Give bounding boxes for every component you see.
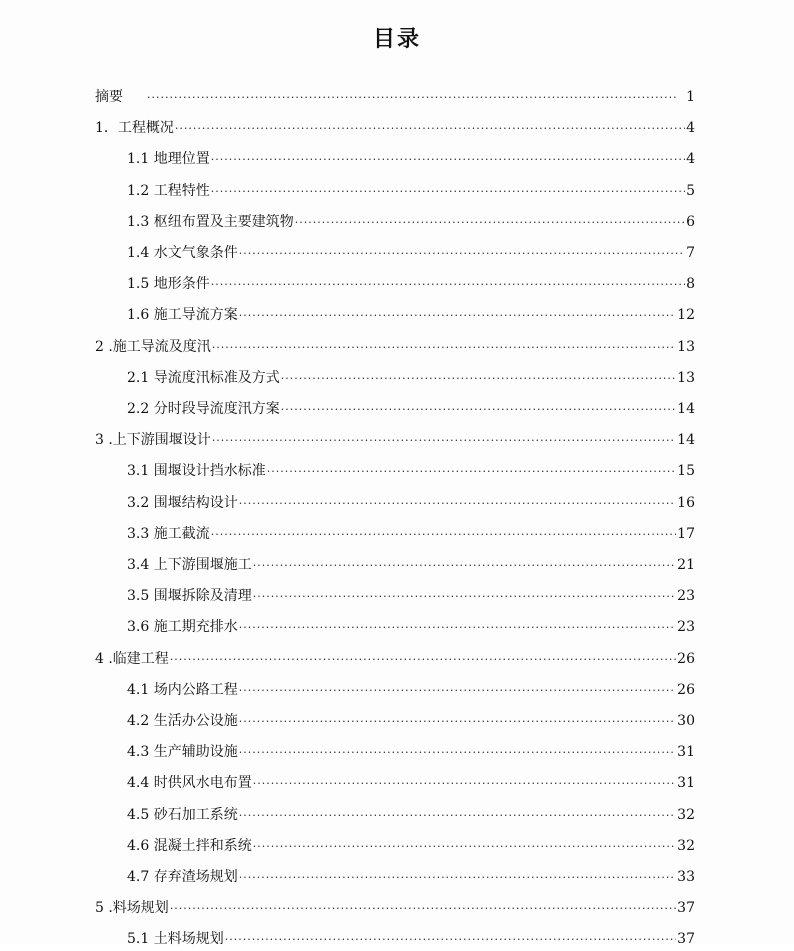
toc-section-entry[interactable] (127, 242, 695, 264)
toc-entry-label: 4.3 生产辅助设施 (127, 744, 238, 761)
toc-dot-leader (211, 149, 685, 171)
toc-section-entry[interactable] (127, 367, 695, 389)
toc-page-number: 5 (686, 182, 695, 199)
toc-page-number: 8 (686, 276, 695, 293)
toc-page-number: 16 (677, 494, 695, 511)
toc-page-number: 6 (686, 213, 695, 230)
toc-entry-label: 5 .料场规划 (95, 900, 169, 917)
toc-section-entry[interactable] (127, 835, 695, 857)
toc-entry-label: 4.5 砂石加工系统 (127, 806, 238, 823)
toc-dot-leader (239, 742, 676, 764)
toc-page-number: 13 (677, 338, 695, 355)
toc-entry-label: 4.7 存弃渣场规划 (127, 869, 238, 885)
toc-section-entry[interactable] (127, 273, 695, 295)
toc-dot-leader (175, 118, 685, 140)
toc-dot-leader (281, 368, 676, 390)
toc-entry-label: 摘要 (95, 89, 123, 105)
toc-title: 目录 (372, 27, 421, 52)
toc-entry-abstract[interactable] (95, 86, 695, 108)
toc-page-number: 33 (677, 869, 695, 885)
toc-page-number: 31 (677, 775, 695, 792)
toc-page-number: 26 (677, 650, 695, 667)
toc-entry-label: 3.4 上下游围堰施工 (127, 557, 252, 573)
toc-dot-leader (281, 399, 676, 421)
toc-dot-leader (253, 586, 676, 608)
toc-section-entry[interactable] (127, 804, 695, 826)
toc-chapter-entry[interactable] (95, 117, 695, 139)
toc-entry-label: 2.2 分时段导流度汛方案 (127, 401, 280, 417)
toc-entry-label: 4.1 场内公路工程 (127, 681, 238, 698)
toc-dot-leader (211, 274, 685, 296)
toc-dot-leader (211, 181, 685, 203)
toc-page-number: 30 (677, 713, 695, 729)
toc-dot-leader (212, 337, 676, 359)
toc-chapter-entry[interactable] (95, 897, 695, 919)
toc-section-entry[interactable] (127, 741, 695, 763)
toc-chapter-entry[interactable] (95, 336, 695, 358)
toc-page-number: 32 (677, 806, 695, 823)
toc-entry-label: 1.1 地理位置 (127, 151, 210, 168)
toc-section-entry[interactable] (127, 460, 695, 482)
toc-page-number: 23 (677, 619, 695, 636)
toc-entry-label: 1．工程概况 (95, 120, 174, 137)
toc-entry-label: 1.2 工程特性 (127, 182, 210, 199)
toc-section-entry[interactable] (127, 492, 695, 514)
toc-page-number: 21 (677, 557, 695, 573)
toc-dot-leader (225, 929, 676, 951)
toc-dot-leader (212, 430, 676, 452)
toc-chapter-entry[interactable] (95, 648, 695, 670)
toc-dot-leader (170, 649, 676, 671)
toc-entry-label: 3.5 围堰拆除及清理 (127, 588, 252, 605)
toc-page-number: 4 (686, 120, 695, 137)
toc-section-entry[interactable] (127, 928, 695, 950)
toc-dot-leader (295, 212, 685, 234)
toc-page-number: 7 (686, 245, 695, 261)
toc-dot-leader (170, 898, 676, 920)
toc-page-number: 1 (686, 89, 695, 105)
toc-page-number: 32 (677, 837, 695, 854)
toc-dot-leader (239, 805, 676, 827)
toc-page-number: 37 (677, 900, 695, 917)
toc-dot-leader (253, 836, 676, 858)
toc-dot-leader (239, 493, 676, 515)
toc-page-number: 12 (677, 307, 695, 324)
toc-page-number: 23 (677, 588, 695, 605)
toc-page-number: 17 (677, 525, 695, 542)
toc-dot-leader (253, 773, 676, 795)
toc-section-entry[interactable] (127, 180, 695, 202)
toc-dot-leader (239, 711, 676, 733)
toc-page-number: 37 (677, 931, 695, 948)
toc-dot-leader (239, 680, 676, 702)
toc-entry-label: 1.6 施工导流方案 (127, 307, 238, 324)
toc-section-entry[interactable] (127, 304, 695, 326)
toc-entry-label: 3.3 施工截流 (127, 525, 210, 542)
toc-chapter-entry[interactable] (95, 429, 695, 451)
toc-entry-label: 4.2 生活办公设施 (127, 713, 238, 729)
toc-dot-leader (267, 461, 676, 483)
toc-dot-leader (239, 305, 676, 327)
toc-entry-label: 4.6 混凝土拌和系统 (127, 837, 252, 854)
toc-section-entry[interactable] (127, 710, 695, 732)
toc-dot-leader (239, 617, 676, 639)
toc-section-entry[interactable] (127, 398, 695, 420)
toc-page-number: 31 (677, 744, 695, 761)
toc-page-number: 14 (677, 432, 695, 449)
toc-entry-label: 2.1 导流度汛标准及方式 (127, 369, 280, 386)
toc-entry-label: 3.1 围堰设计挡水标准 (127, 463, 266, 480)
toc-entry-label: 3.6 施工期充排水 (127, 619, 238, 636)
toc-section-entry[interactable] (127, 866, 695, 888)
toc-entry-label: 5.1 土料场规划 (127, 931, 224, 948)
toc-page-number: 13 (677, 369, 695, 386)
toc-section-entry[interactable] (127, 772, 695, 794)
toc-dot-leader (147, 87, 678, 109)
toc-page-number: 15 (677, 463, 695, 480)
toc-entry-label: 3.2 围堰结构设计 (127, 494, 238, 511)
toc-page-number: 26 (677, 681, 695, 698)
toc-section-entry[interactable] (127, 679, 695, 701)
toc-dot-leader (211, 524, 676, 546)
toc-section-entry[interactable] (127, 148, 695, 170)
toc-entry-label: 4 .临建工程 (95, 650, 169, 667)
toc-dot-leader (239, 243, 685, 265)
toc-entry-label: 3 .上下游围堰设计 (95, 432, 211, 449)
toc-section-entry[interactable] (127, 554, 695, 576)
toc-section-entry[interactable] (127, 585, 695, 607)
toc-section-entry[interactable] (127, 211, 695, 233)
toc-section-entry[interactable] (127, 523, 695, 545)
toc-entry-label: 2 .施工导流及度汛 (95, 338, 211, 355)
toc-page-number: 14 (677, 401, 695, 417)
toc-entry-label: 4.4 时供风水电布置 (127, 775, 252, 792)
toc-entry-label: 1.5 地形条件 (127, 276, 210, 293)
toc-page-number: 4 (686, 151, 695, 168)
toc-dot-leader (239, 867, 676, 889)
toc-section-entry[interactable] (127, 616, 695, 638)
toc-dot-leader (253, 555, 676, 577)
toc-entry-label: 1.4 水文气象条件 (127, 245, 238, 261)
toc-entry-label: 1.3 枢纽布置及主要建筑物 (127, 213, 294, 230)
